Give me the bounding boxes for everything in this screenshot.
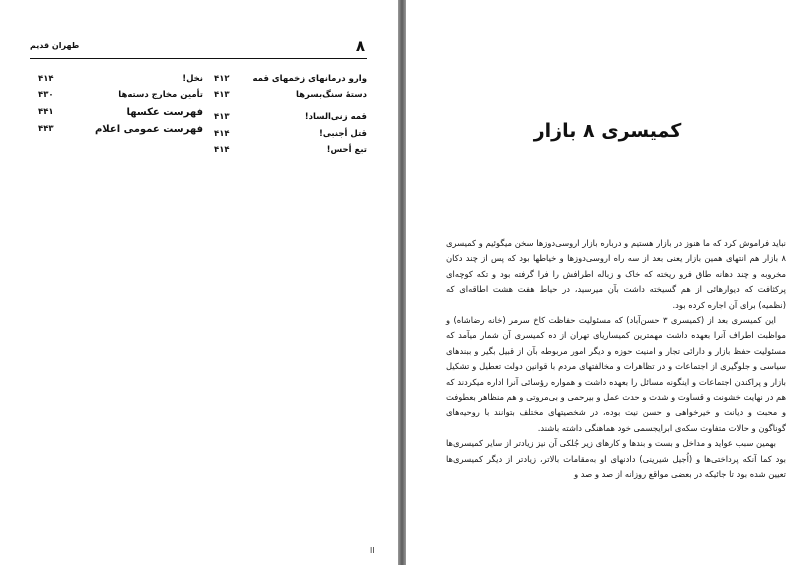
toc-entry-page: ۴۱۳ [214, 90, 230, 100]
left-page [0, 0, 398, 565]
page-number: ۸ [355, 37, 365, 55]
toc-entry [214, 90, 367, 102]
toc-entry [38, 90, 203, 102]
toc-entry [38, 74, 203, 86]
toc-entry [214, 129, 367, 141]
page-header [30, 37, 365, 56]
toc-entry [214, 145, 367, 157]
toc-entry-title: قتل أجنبی! [318, 129, 367, 139]
running-title: طهران قدیم [30, 41, 80, 50]
toc-entry [214, 74, 367, 86]
toc-entry [38, 107, 203, 119]
toc-entry-title: تبع أحس! [326, 145, 367, 155]
toc-entry-page: ۴۴۱ [38, 107, 54, 117]
right-page [406, 0, 809, 565]
toc-entry-page: ۴۱۴ [214, 129, 230, 139]
toc-column-right [214, 74, 367, 164]
chapter-body [446, 236, 786, 483]
footer-mark: اا [370, 546, 375, 555]
toc-entry-page: ۴۱۴ [38, 74, 54, 84]
paragraph: بهمین سبب عواید و مداخل و بست و بندها و کارهای زیر جُلکی آن نیز زیادتر از سایر کمیسری‌ها بود کما آنکه پرداختی‌ها و (اُجیل شیرینی) دادنهای او به‌مقامات بالاتر، زیادتر از دیگر کمیسری‌ها تعیین شده بود تا جائیکه در بعضی مواقع روزانه از صد و صد و [446, 438, 786, 480]
toc-entry-title: وارو درمانهای زخمهای قمه [252, 74, 367, 84]
toc-entry-title: فهرست عکسها [126, 107, 203, 118]
toc-entry [38, 124, 203, 136]
toc-column-left [38, 74, 203, 144]
toc-entry-title: تأمین مخارج دسته‌ها [118, 90, 203, 100]
toc-entry-title: نخل! [182, 74, 203, 84]
chapter-title: کمیسری ۸ بازار [533, 120, 682, 142]
toc-entry-title: فهرست عمومی اعلام [94, 124, 203, 135]
paragraph: نباید فراموش کرد که ما هنوز در بازار هستیم و درباره بازار اروسی‌دوزها سخن میگوئیم و کمیسری ۸ بازار هم انتهای همین بازار یعنی بعد از سه راه اروسی‌دوزها و خیاطها بود که پس از چند دکان مخروبه و چند دهانه طاق فرو ریخته که خاک و زباله اطرافش را فرا گرفته بود و تکه کوچه‌ای پرکثافت که دیوارهائی از هم گسیخته داشت بآن میرسید، در حیاط هفت هشت اطاقه‌ای که (نظمیه) برای آن اجاره کرده بود. [446, 238, 786, 310]
toc-entry-page: ۴۱۲ [214, 74, 230, 84]
paragraph: این کمیسری بعد از (کمیسری ۳ حسن‌آباد) که مسئولیت حفاظت کاخ سرمر (خانه رضاشاه) و مواظبت اطراف آنرا بعهده داشت مهمترین کمیساریای تهران از ده کمیسری آن شمار میآمد که مسئولیت حفظ بازار و دارائی تجار و امنیت حوزه و دیگر امور مربوطه بآن از قبیل بگیر و ببندهای سیاسی و جلوگیری از اجتماعات و در تظاهرات و مخالفتهای مردم با قوانین دولت تعطیل و تشکیل بازار و پراکندن اجتماعات و اینگونه مسائل را بعهده داشت و همواره رؤسائی آنرا اداره میکردند که هم در نهایت خشونت و قساوت و شدت و حدت عمل و بیرحمی و بی‌مروتی و هم منظاهر بعطوفت و محبت و دیانت و خیرخواهی و حسن نیت بوده، در شخصیتهای مختلف بتوانند با روحیه‌های گوناگون و حالات متفاوت سکه‌ی ابرایجسمی خود هماهنگی داشته باشند. [446, 315, 786, 433]
toc-entry-title: قمه زنی‌الساد! [304, 112, 367, 122]
toc-entry-page: ۴۱۳ [214, 112, 230, 122]
toc-entry-page: ۴۳۰ [38, 90, 54, 100]
toc-entry-page: ۴۴۳ [38, 124, 54, 134]
book-gutter [398, 0, 406, 565]
header-rule [30, 58, 367, 59]
toc-entry-title: دستهٔ سنگ‌بسرها [295, 90, 367, 100]
toc-entry-page: ۴۱۴ [214, 145, 230, 155]
toc-entry [214, 112, 367, 124]
